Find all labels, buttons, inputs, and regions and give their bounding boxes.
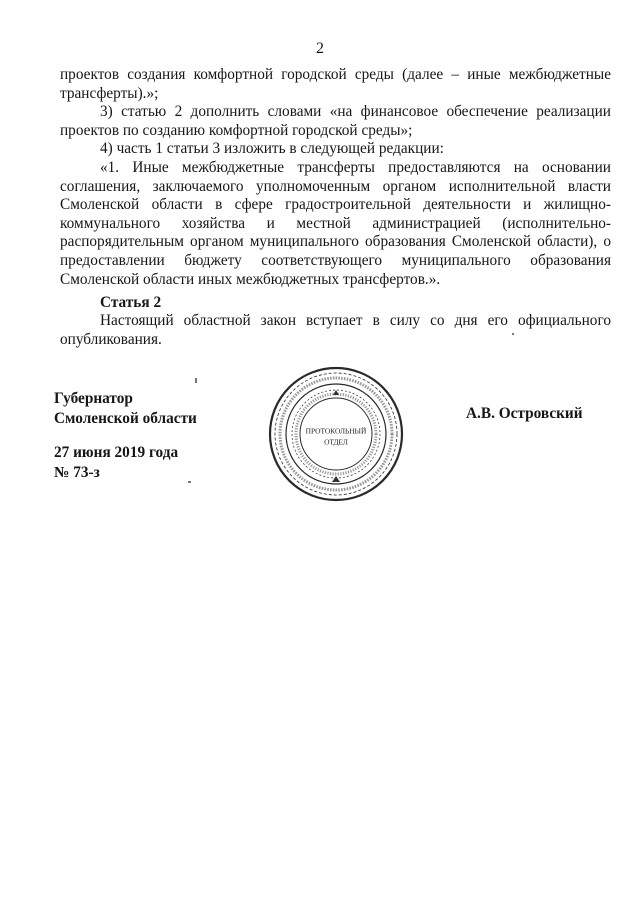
scan-speck — [188, 481, 191, 483]
law-date: 27 июня 2019 года — [54, 444, 179, 461]
paragraph-continuation: проектов создания комфортной городской среды (далее – иные межбюджетные трансферты).»; — [60, 66, 611, 102]
signer-name: А.В. Островский — [466, 405, 583, 422]
scan-speck — [195, 378, 197, 383]
law-amendment-text — [60, 66, 611, 289]
paragraph-new-wording: «1. Иные межбюджетные трансферты предоставляются на основании соглашения, заключаемого уполномоченным органом исполнительной власти Смоленской области в сфере градостроительной деятельности и жилищно-коммунального хозяйства и местной администрацией (исполнительно-распорядительным органом муниципального образования Смоленской области), о предоставлении бюджету соответствующего муниципального образования Смоленской области иных межбюджетных трансфертов.». — [60, 158, 611, 288]
paragraph-item-3: 3) статью 2 дополнить словами «на финансовое обеспечение реализации проектов по созданию комфортной городской среды»; — [60, 103, 611, 139]
official-seal-stamp — [266, 364, 406, 504]
law-date-number — [54, 443, 178, 483]
article-title: Статья 2 — [100, 294, 162, 311]
seal-center-line2: ОТДЕЛ — [324, 437, 348, 447]
scan-speck — [512, 333, 514, 335]
article-paragraph: Настоящий областной закон вступает в силу со дня его официального опубликования. — [60, 312, 611, 348]
law-number: № 73-з — [54, 464, 100, 481]
signer-title — [54, 389, 197, 429]
paragraph-item-4: 4) часть 1 статьи 3 изложить в следующей редакции: — [100, 140, 444, 158]
seal-center-line1: ПРОТОКОЛЬНЫЙ — [305, 426, 367, 436]
signer-title-line1: Губернатор — [54, 390, 133, 407]
signer-title-line2: Смоленской области — [54, 410, 197, 427]
article-body — [60, 312, 611, 349]
page-number: 2 — [316, 40, 324, 57]
